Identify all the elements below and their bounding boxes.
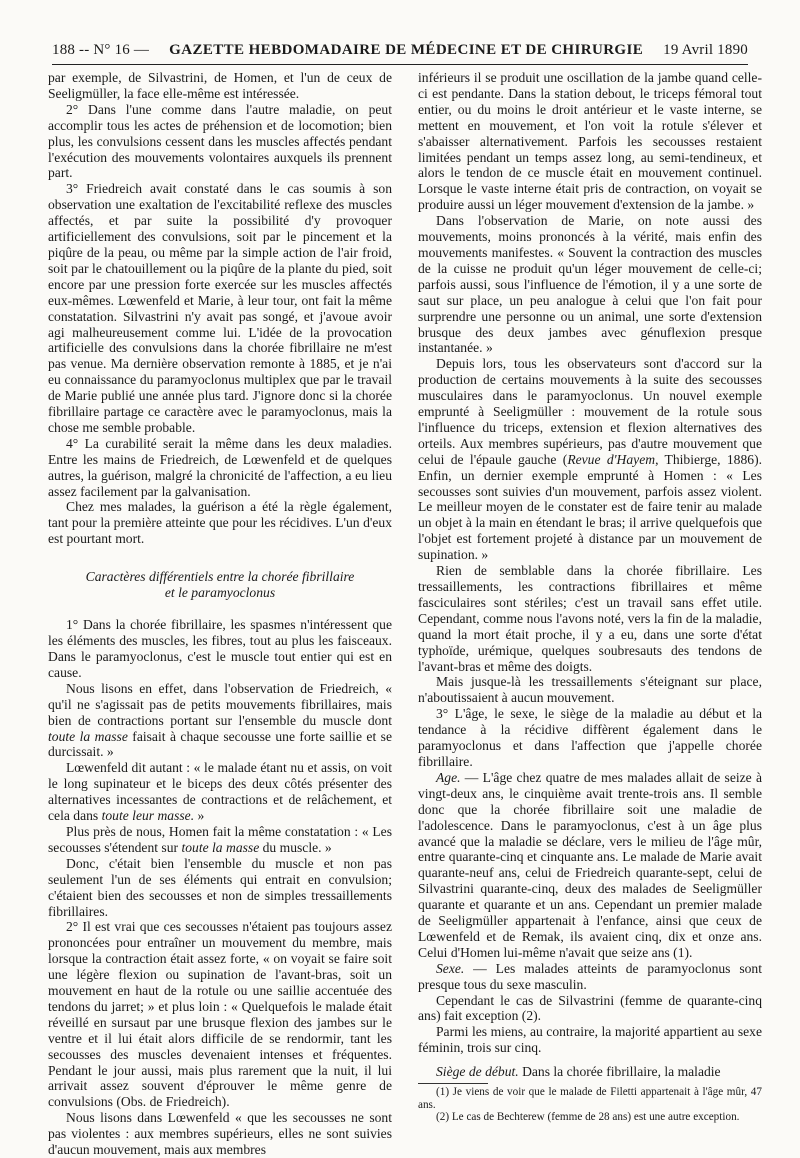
text-run: Depuis lors, tous les observateurs sont d'accord sur la production de certains mouvements à la suite des secousses musculaires dans le paramyoclonus. Un nouvel exemple emprunté à Seeligmüller : mouvement de la rotule sous l'influence du triceps, extension et flexion alternatives des orteils. Aux membres supérieurs, pas d'autre mouvement que celui de l'épaule gauche ( [418,356,762,467]
italic-emphasis: toute la masse [181,839,260,855]
text-run: Plus près de nous, Homen fait la même constatation : « Les secousses s'étendent sur [48,823,392,855]
paragraph [418,356,762,563]
text-run: — Les malades atteints de paramyoclonus sont presque tous du sexe masculin. [418,960,762,992]
page-number: 188 -- N° 16 — [52,42,150,58]
paragraph: Chez mes malades, la guérison a été la règle également, tant pour la première atteinte que pour les récidives. L'un d'eux est pourtant mort. [48,499,392,547]
paragraph [418,961,762,993]
paragraph [48,824,392,856]
paragraph [48,681,392,761]
text-run: Dans la chorée fibrillaire, la maladie [518,1064,721,1080]
paragraph: 2° Il est vrai que ces secousses n'étaient pas toujours assez prononcées pour entraîner un mouvement du membre, mais lorsque la contraction était assez forte, « on voyait se faire soit une légère flexion ou supination de l'avant-bras, soit un mouvement en haut de la rotule ou une saillie accentuée des tendons du jarret; » et plus loin : « Quelquefois le malade était réveillé en sursaut par une brusque flexion des jambes sur le ventre et il lui était alors difficile de se rendormir, tant les secousses des muscles devenaient intenses et fréquentes. Pendant le jour aussi, mais plus rarement que la nuit, il lui arrivait assez souvent d'éprouver le même genre de convulsions (Obs. de Friedreich). [48,919,392,1110]
running-header [52,42,748,64]
text-run: » [194,808,205,824]
right-column [418,70,762,1124]
section-heading [48,569,392,601]
text-run: Nous lisons en effet, dans l'observation de Friedreich, « qu'il ne s'agissait pas de petits mouvements fibrillaires, mais bien de contractions portant sur l'ensemble du muscle dont [48,680,392,728]
issue-date: 19 Avril 1890 [663,42,748,58]
footnote-2: (2) Le cas de Bechterew (femme de 28 ans) est une autre exception. [436,1111,740,1124]
paragraph: Nous lisons dans Lœwenfeld « que les secousses ne sont pas violentes : aux membres supérieurs, elles ne sont suivies d'aucun mouvement, mais aux membres [48,1110,392,1158]
run-in-heading-age: Age. [436,769,461,785]
footnote-1: (1) Je viens de voir que le malade de Filetti appartenait à l'âge mûr, 47 ans. [418,1086,762,1111]
paragraph: Parmi les miens, au contraire, la majorité appartient au sexe féminin, trois sur cinq. [418,1024,762,1056]
paragraph: Donc, c'était bien l'ensemble du muscle et non pas seulement l'un de ses éléments qui entrait en convulsion; c'étaient bien des secousses et non de simples tressaillements fibrillaires. [48,855,392,919]
paragraph [48,760,392,824]
italic-emphasis: toute la masse [48,728,128,744]
paragraph: inférieurs il se produit une oscillation de la jambe quand celle-ci est pendante. Dans la station debout, le triceps fémoral tout entier, ou du moins le droit antérieur et le vaste interne, se mettent en mouvement, et l'on voit la rotule s'élever et s'abaisser alternativement. Parfois les secousses restaient limitées pendant un temps assez long, au semi-tendineux, et alors le tendon de ce muscle était en mouvement continuel. Lorsque le vaste interne était pris de contraction, on voyait se produire aussi un léger mouvement d'extension de la jambe. » [418,70,762,213]
footnote-rule [418,1083,488,1084]
paragraph: 1° Dans la chorée fibrillaire, les spasmes n'intéressent que les éléments des muscles, les fibres, tout au plus les faisceaux. Dans le paramyoclonus, c'est le muscle tout entier qui est en cause. [48,617,392,680]
text-run: faisait à chaque secousse une forte saillie et se durcissait. » [48,728,392,760]
paragraph: 3° L'âge, le sexe, le siège de la maladie au début et la tendance à la récidive diffèrent également dans le paramyoclonus et dans l'affection que j'appelle chorée fibrillaire. [418,706,762,769]
left-column [48,70,392,1158]
paragraph: Dans l'observation de Marie, on note aussi des mouvements, moins prononcés à la vérité, mais enfin des mouvements manifestes. « Souvent la contraction des muscles de la cuisse ne produit qu'un léger mouvement de celle-ci; parfois aussi, sous l'influence de l'émotion, il y a une sorte de saut sur place, un peu analogue à celui que l'on fait pour surprendre une personne ou un animal, une sorte d'extension brusque des deux jambes avec génuflexion presque instantanée. » [418,213,762,356]
paragraph [418,1064,762,1080]
header-rule [52,64,748,65]
paragraph: Mais jusque-là les tressaillements s'éteignant sur place, n'aboutissaient à aucun mouvement. [418,674,762,706]
text-run: du muscle. » [259,839,332,855]
text-run: , Thibierge, 1886). Enfin, un dernier exemple emprunté à Homen : « Les secousses sont suivies d'un mouvement, parfois assez violent. Le meilleur moyen de le constater est de faire tenir au malade un objet à la main en étendant le bras; il arrive quelquefois que l'objet est fortement projeté à distance par un mouvement de supination. » [418,451,762,563]
italic-emphasis: toute leur masse. [101,808,195,824]
text-run: — L'âge chez quatre de mes malades allait de seize à vingt-deux ans, le cinquième avait trente-trois ans. Il semble donc que la chorée fibrillaire soit une maladie de l'adolescence. Dans le paramyoclonus, c'est à un âge plus avancé que la maladie se déclare, vers le milieu de l'âge mûr, entre quarante-cinq et cinquante ans. Le malade de Marie avait quarante-neuf ans, celui de Friedreich quarante-sept, celui de Silvastrini quarante-cinq, deux des malades de Seeligmüller quarante et quarante et un ans. Cependant un premier malade de Seeligmüller appartenait à l'enfance, ainsi que ceux de Lœwenfeld et de Remak, ils avaient cinq, dix et onze ans. Celui d'Homen lui-même n'avait que seize ans (1). [418,769,762,960]
paragraph: Cependant le cas de Silvastrini (femme de quarante-cinq ans) fait exception (2). [418,992,762,1024]
paragraph: Rien de semblable dans la chorée fibrillaire. Les tressaillements, les contractions fibrillaires et même fasciculaires sont stériles; c'est un travail sans effet utile. Cependant, comme nous l'avons noté, vers la fin de la maladie, quand la mort était proche, il y a eu, dans une sorte d'état typhoïde, urémique, quelques soubresauts des tendons de l'avant-bras et même des doigts. [418,563,762,674]
text-run: Lœwenfeld dit autant : « le malade étant nu et assis, on voit le long supinateur et le biceps des deux côtés présenter des alternatives incessantes de contractions et de relâchement, et cela dans [48,760,392,824]
section-heading-line-1: Caractères différentiels entre la chorée fibrillaire [85,569,355,585]
italic-citation: Revue d'Hayem [567,451,656,467]
paragraph: 4° La curabilité serait la même dans les deux maladies. Entre les mains de Friedreich, de Lœwenfeld et de quelques autres, la guérison, malgré la chronicité de l'affection, a eu lieu assez facilement par la galvanisation. [48,435,392,499]
paragraph: 3° Friedreich avait constaté dans le cas soumis à son observation une exaltation de l'excitabilité reflexe des muscles affectés, et par suite la possibilité d'y provoquer artificiellement des convulsions, soit par le pincement et la piqûre de la peau, ou même par la simple action de l'air froid, soit par le chatouillement ou la piqûre de la plante du pied, soit encore par une pression forte exercée sur les muscles affectés eux-mêmes. Lœwenfeld et Marie, à leur tour, ont fait la même constatation. Silvastrini n'y avait pas songé, et j'avoue avoir agi malheureusement comme lui. L'idée de la provocation artificielle des convulsions dans la chorée fibrillaire ne m'est pas venue. Ma dernière observation remonte à 1885, et je n'ai eu connaissance du paramyoclonus multiplex que par le travail de Marie publié une année plus tard. J'ignore donc si la chorée fibrillaire partage ce caractère avec le paramyoclonus, mais la chose me semble probable. [48,181,392,435]
run-in-heading-sex: Sexe. [436,960,465,976]
paragraph: par exemple, de Silvastrini, de Homen, et l'un de ceux de Seeligmüller, la face elle-même est intéressée. [48,70,392,101]
paragraph [418,770,762,961]
journal-title: GAZETTE HEBDOMADAIRE DE MÉDECINE ET DE CHIRURGIE [169,42,644,58]
section-heading-line-2: et le paramyoclonus [164,585,276,601]
paragraph: 2° Dans l'une comme dans l'autre maladie, on peut accomplir tous les actes de préhension et de locomotion; bien plus, les convulsions cessent dans les muscles affectés pendant l'exécution des mouvements volontaires auxquels ils prennent part. [48,101,392,181]
run-in-heading-onset: Siège de début. [436,1064,519,1080]
